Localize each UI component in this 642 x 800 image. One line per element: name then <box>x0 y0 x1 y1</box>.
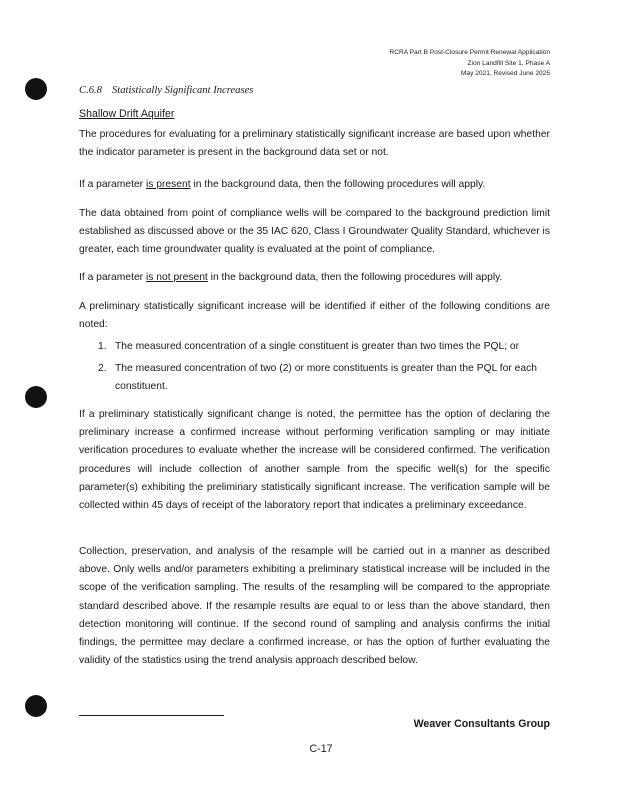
header-line-1: RCRA Part B Post-Closure Permit Renewal Application <box>389 49 550 56</box>
paragraph-present <box>79 176 550 194</box>
paragraph-not-present-underlined: is not present <box>145 272 208 283</box>
list-item-text: The measured concentration of two (2) or more constituents is greater than the PQL for each constituent. <box>115 363 538 393</box>
paragraph-intro: The procedures for evaluating for a preliminary statistically significant increase are based upon whether the indicator parameter is present in the background data set or not. <box>79 129 550 159</box>
list-item <box>79 360 550 396</box>
header-line-3: May 2021, Revised June 2025 <box>460 70 550 78</box>
punch-hole-bottom <box>25 695 47 717</box>
footer-rule <box>79 715 224 716</box>
paragraph-not-present-pre: If a parameter <box>79 272 146 283</box>
paragraph-present-pre: If a parameter <box>79 179 146 190</box>
header-line-2: Zion Landfill Site 1, Phase A <box>467 59 550 67</box>
paragraph-verification: If a preliminary statistically significant change is noted, the permittee has the option of declaring the preliminary increase a confirmed increase without performing verification sampling or may initiate verification procedures to evaluate whether the increase will be considered confirmed. The verification procedures will include collection of another sample from the specific well(s) for the specific parameter(s) exhibiting the preliminary statistically significant increase. The verification sample will be collected within 45 days of receipt of the laboratory report that indicates a preliminary exceedance. <box>79 409 550 512</box>
punch-hole-middle <box>25 386 47 408</box>
running-header <box>389 48 550 80</box>
list-item-number: 1. <box>98 341 107 352</box>
page-number: C-17 <box>309 743 333 755</box>
section-number: C.6.8 <box>79 85 102 96</box>
punch-hole-top <box>25 78 47 100</box>
paragraph-present-post: in the background data, then the following procedures will apply. <box>190 179 486 190</box>
paragraph-compliance: The data obtained from point of compliance wells will be compared to the background prediction limit established as discussed above or the 35 IAC 620, Class I Groundwater Quality Standard, whichever is greater, each time groundwater quality is evaluated at the point of compliance. <box>79 208 550 256</box>
list-item-number: 2. <box>98 363 107 375</box>
subheading: Shallow Drift Aquifer <box>79 108 175 120</box>
paragraph-not-present-post: in the background data, then the following procedures will apply. <box>207 272 503 283</box>
paragraph-not-present <box>79 269 550 287</box>
paragraph-resample: Collection, preservation, and analysis of the resample will be carried out in a manner as described above. Only wells and/or parameters exhibiting a preliminary statistical increase will be included in the scope of the verification sampling. The results of the resampling will be compared to the appropriate standard described above. If the resample results are equal to or less than the above standard, then detection monitoring will continue. If the second round of sampling and analysis confirms the initial findings, the permittee may declare a confirmed increase, or has the option of further evaluating the validity of the statistics using the trend analysis approach described below. <box>79 546 550 667</box>
list-item-text: The measured concentration of a single constituent is greater than two times the PQL; or <box>115 341 520 352</box>
paragraph-conditions-intro: A preliminary statistically significant increase will be identified if either of the following conditions are noted: <box>79 301 550 331</box>
list-item <box>79 338 550 356</box>
paragraph-present-underlined: is present <box>145 179 191 190</box>
footer-company: Weaver Consultants Group <box>413 718 550 730</box>
section-title-text: Statistically Significant Increases <box>111 85 254 96</box>
conditions-list <box>79 338 550 401</box>
section-title <box>79 85 253 96</box>
